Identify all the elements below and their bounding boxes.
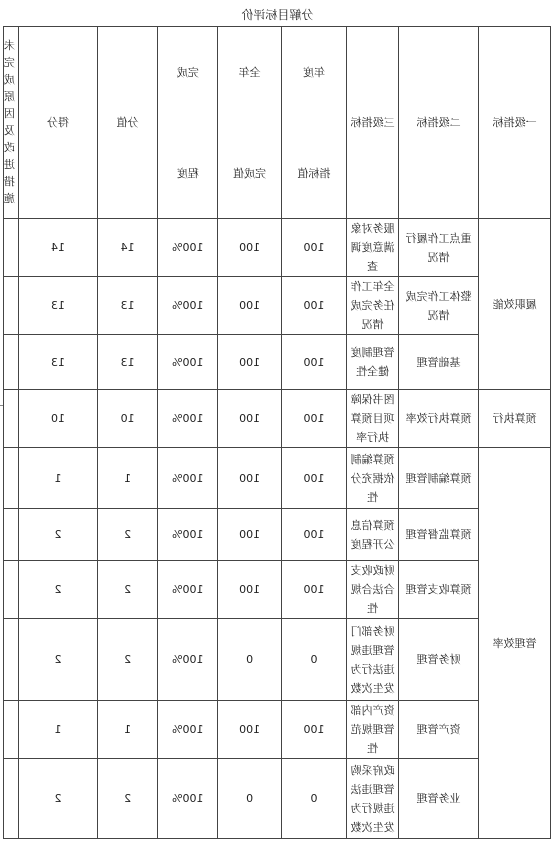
progress-cell: 100% (158, 277, 218, 335)
actual-cell: 100 (218, 509, 281, 561)
weight-cell: 13 (98, 335, 158, 390)
level2-cell: 资产管理 (398, 701, 478, 759)
level3-cell: 图书保障项目预算执行率 (347, 390, 399, 448)
table-row (4, 561, 551, 619)
target-cell: 100 (281, 561, 346, 619)
actual-cell: 0 (218, 619, 281, 701)
actual-cell: 100 (218, 390, 281, 448)
header-row (4, 27, 551, 219)
score-cell: 13 (18, 335, 97, 390)
header-target-bottom: 指标值 (297, 166, 331, 180)
table-title: 分解目标评价 (241, 8, 314, 22)
target-cell: 100 (281, 509, 346, 561)
level2-cell: 基础管理 (398, 335, 478, 390)
header-level3: 三级指标 (347, 27, 399, 219)
progress-cell: 100% (158, 561, 218, 619)
score-cell: 2 (18, 759, 97, 839)
table-row (4, 277, 551, 335)
level3-cell: 全年工作任务完成情况 (347, 277, 399, 335)
score-cell: 13 (18, 277, 97, 335)
level3-cell: 政府采购管理违法违规行为发生次数 (347, 759, 399, 839)
progress-cell: 100% (158, 701, 218, 759)
evaluation-table (3, 26, 551, 839)
target-cell: 0 (281, 619, 346, 701)
level2-cell: 业务管理 (398, 759, 478, 839)
score-cell: 2 (18, 619, 97, 701)
header-progress-top: 完成 (176, 65, 199, 79)
reason-cell (4, 619, 19, 701)
level2-cell: 重点工作履行情况 (398, 219, 478, 277)
level2-cell: 预算执行效率 (398, 390, 478, 448)
header-score: 得分 (18, 27, 97, 219)
level2-cell: 预算收支管理 (398, 561, 478, 619)
table-row (4, 219, 551, 277)
level1-cell: 履职效能 (479, 219, 551, 390)
table-row (4, 759, 551, 839)
reason-cell (4, 759, 19, 839)
actual-cell: 100 (218, 219, 281, 277)
reason-cell (4, 390, 19, 448)
header-actual-top: 全年 (238, 65, 261, 79)
header-actual-bottom: 完成值 (233, 166, 267, 180)
level3-cell: 预算信息公开程度 (347, 509, 399, 561)
actual-cell: 100 (218, 335, 281, 390)
level2-cell: 整体工作完成情况 (398, 277, 478, 335)
progress-cell: 100% (158, 509, 218, 561)
actual-cell: 100 (218, 701, 281, 759)
table-row (4, 619, 551, 701)
score-cell: 2 (18, 561, 97, 619)
header-reason (4, 27, 19, 219)
weight-cell: 1 (98, 448, 158, 509)
level2-cell: 预算监督管理 (398, 509, 478, 561)
reason-cell (4, 277, 19, 335)
header-progress-bottom: 程度 (176, 166, 199, 180)
progress-cell: 100% (158, 619, 218, 701)
header-target (281, 27, 346, 219)
actual-cell: 100 (218, 277, 281, 335)
progress-cell: 100% (158, 219, 218, 277)
weight-cell: 14 (98, 219, 158, 277)
table-row (4, 390, 551, 448)
reason-cell (4, 509, 19, 561)
reason-cell (4, 335, 19, 390)
target-cell: 100 (281, 219, 346, 277)
target-cell: 100 (281, 701, 346, 759)
table-row (4, 701, 551, 759)
header-score-value: 分值 (98, 27, 158, 219)
weight-cell: 13 (98, 277, 158, 335)
reason-cell (4, 701, 19, 759)
level1-cell: 预算执行 (479, 390, 551, 448)
progress-cell: 100% (158, 335, 218, 390)
reason-cell (4, 561, 19, 619)
weight-cell: 10 (98, 390, 158, 448)
header-level1: 一级指标 (479, 27, 551, 219)
target-cell: 100 (281, 277, 346, 335)
level3-cell: 预算编制依据充分性 (347, 448, 399, 509)
actual-cell: 100 (218, 561, 281, 619)
level3-cell: 财政收支合法合规性 (347, 561, 399, 619)
actual-cell: 100 (218, 448, 281, 509)
weight-cell: 2 (98, 759, 158, 839)
target-cell: 100 (281, 448, 346, 509)
header-reason-text: 未完成原因及改进措施 (3, 39, 15, 205)
header-level2: 二级指标 (398, 27, 478, 219)
score-cell: 14 (18, 219, 97, 277)
header-actual (218, 27, 281, 219)
actual-cell: 0 (218, 759, 281, 839)
table-row (4, 448, 551, 509)
level3-cell: 资产内部管理规范性 (347, 701, 399, 759)
weight-cell: 2 (98, 509, 158, 561)
progress-cell: 100% (158, 390, 218, 448)
header-progress (158, 27, 218, 219)
level3-cell: 财务部门管理违规违法行为发生次数 (347, 619, 399, 701)
table-row (4, 509, 551, 561)
table-row (4, 335, 551, 390)
level2-cell: 财务管理 (398, 619, 478, 701)
progress-cell: 100% (158, 759, 218, 839)
score-cell: 1 (18, 448, 97, 509)
target-cell: 100 (281, 335, 346, 390)
level1-cell: 管理效率 (479, 448, 551, 839)
score-cell: 1 (18, 701, 97, 759)
level3-cell: 服务对象满意度调查 (347, 219, 399, 277)
reason-cell (4, 219, 19, 277)
score-cell: 10 (18, 390, 97, 448)
target-cell: 0 (281, 759, 346, 839)
header-target-top: 年度 (302, 65, 325, 79)
level2-cell: 预算编制管理 (398, 448, 478, 509)
weight-cell: 2 (98, 561, 158, 619)
target-cell: 100 (281, 390, 346, 448)
weight-cell: 1 (98, 701, 158, 759)
weight-cell: 2 (98, 619, 158, 701)
level3-cell: 管理制度健全性 (347, 335, 399, 390)
reason-cell (4, 448, 19, 509)
progress-cell: 100% (158, 448, 218, 509)
score-cell: 2 (18, 509, 97, 561)
